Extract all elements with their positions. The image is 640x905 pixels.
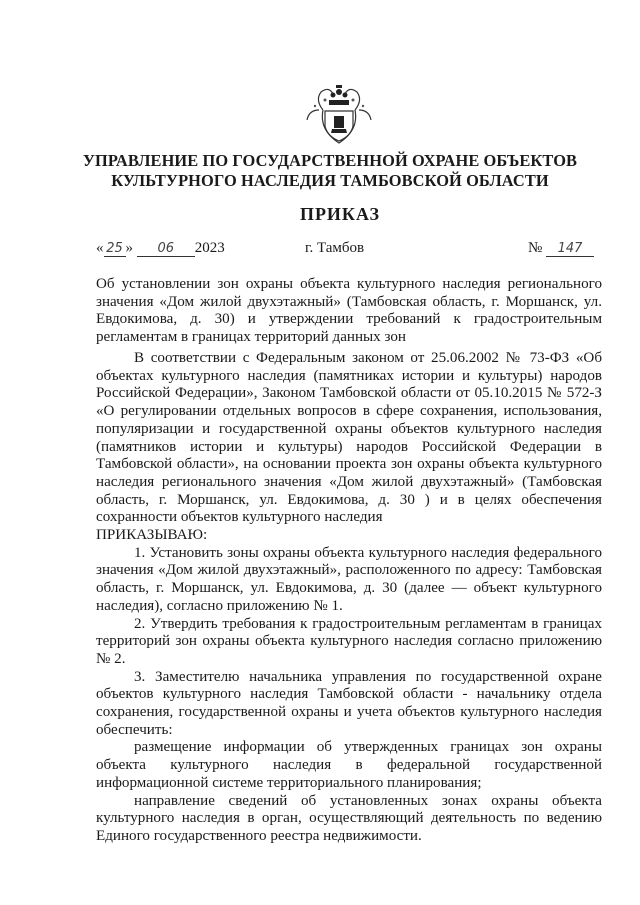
order-date	[96, 240, 225, 257]
organization-name	[60, 151, 600, 191]
item-3b: направление сведений об установленных зонах охраны объекта культурного наследия в орган, осуществляющий деятельность по ведению Единого государственного реестра недвижимости.	[96, 792, 602, 844]
order-word: ПРИКАЗЫВАЮ:	[96, 527, 208, 544]
date-close-quote: »	[125, 240, 133, 256]
order-subject: Об установлении зон охраны объекта культурного наследия регионального значения «Дом жилой двухэтажный» (Тамбовская область, г. Моршанск, ул. Евдокимова, д. 30) и утверждении требований к градостроительным регламентам в границах территорий данных зон	[96, 276, 602, 345]
order-number	[528, 240, 594, 257]
item-2: 2. Утвердить требования к градостроительным регламентам в границах территорий зон охраны объекта культурного наследия согласно приложению № 2.	[96, 615, 602, 667]
date-month: 06	[137, 241, 195, 257]
number-value: 147	[546, 241, 594, 257]
org-line-1: УПРАВЛЕНИЕ ПО ГОСУДАРСТВЕННОЙ ОХРАНЕ ОБЪЕКТОВ	[82, 151, 578, 170]
item-3a: размещение информации об утвержденных границах зон охраны объекта культурного наследия в федеральной государственной информационной системе территориального планирования;	[96, 739, 602, 791]
city: г. Тамбов	[305, 240, 365, 256]
document-type: ПРИКАЗ	[299, 204, 381, 224]
number-label: №	[528, 240, 543, 256]
date-open-quote: «	[96, 240, 104, 256]
item-1: 1. Установить зоны охраны объекта культурного наследия федерального значения «Дом жилой двухэтажный», расположенного по адресу: Тамбовская область, г. Моршанск, ул. Евдокимова, д. 30 (далее — объект культурного наследия), согласно приложению № 1.	[96, 544, 602, 614]
dateline	[0, 240, 640, 262]
tambov-coat-of-arms-icon	[301, 80, 377, 146]
item-3: 3. Заместителю начальника управления по государственной охране объектов культурного наследия Тамбовской области - начальнику отдела сохранения, государственной охраны и учета объектов культурного наследия обеспечить:	[96, 668, 602, 738]
org-line-2: КУЛЬТУРНОГО НАСЛЕДИЯ ТАМБОВСКОЙ ОБЛАСТИ	[111, 171, 549, 190]
order-body	[96, 350, 602, 846]
date-day: 25	[104, 241, 126, 257]
date-year: 2023	[194, 240, 225, 256]
preamble-paragraph: В соответствии с Федеральным законом от 25.06.2002 № 73-ФЗ «Об объектах культурного наследия (памятниках истории и культуры) народов Российской Федерации», Законом Тамбовской области от 05.10.2015 № 572-З «О регулировании отдельных вопросов в сфере сохранения, использования, популяризации и государственной охраны объектов культурного наследия (памятников истории и культуры) народов Российской Федерации в Тамбовской области», на основании проекта зон охраны объекта культурного наследия регионального значения «Дом жилой двухэтажный» (Тамбовская область, г. Моршанск, ул. Евдокимова, д. 30 ) и в целях обеспечения сохранности объектов культурного наследия	[96, 350, 602, 526]
